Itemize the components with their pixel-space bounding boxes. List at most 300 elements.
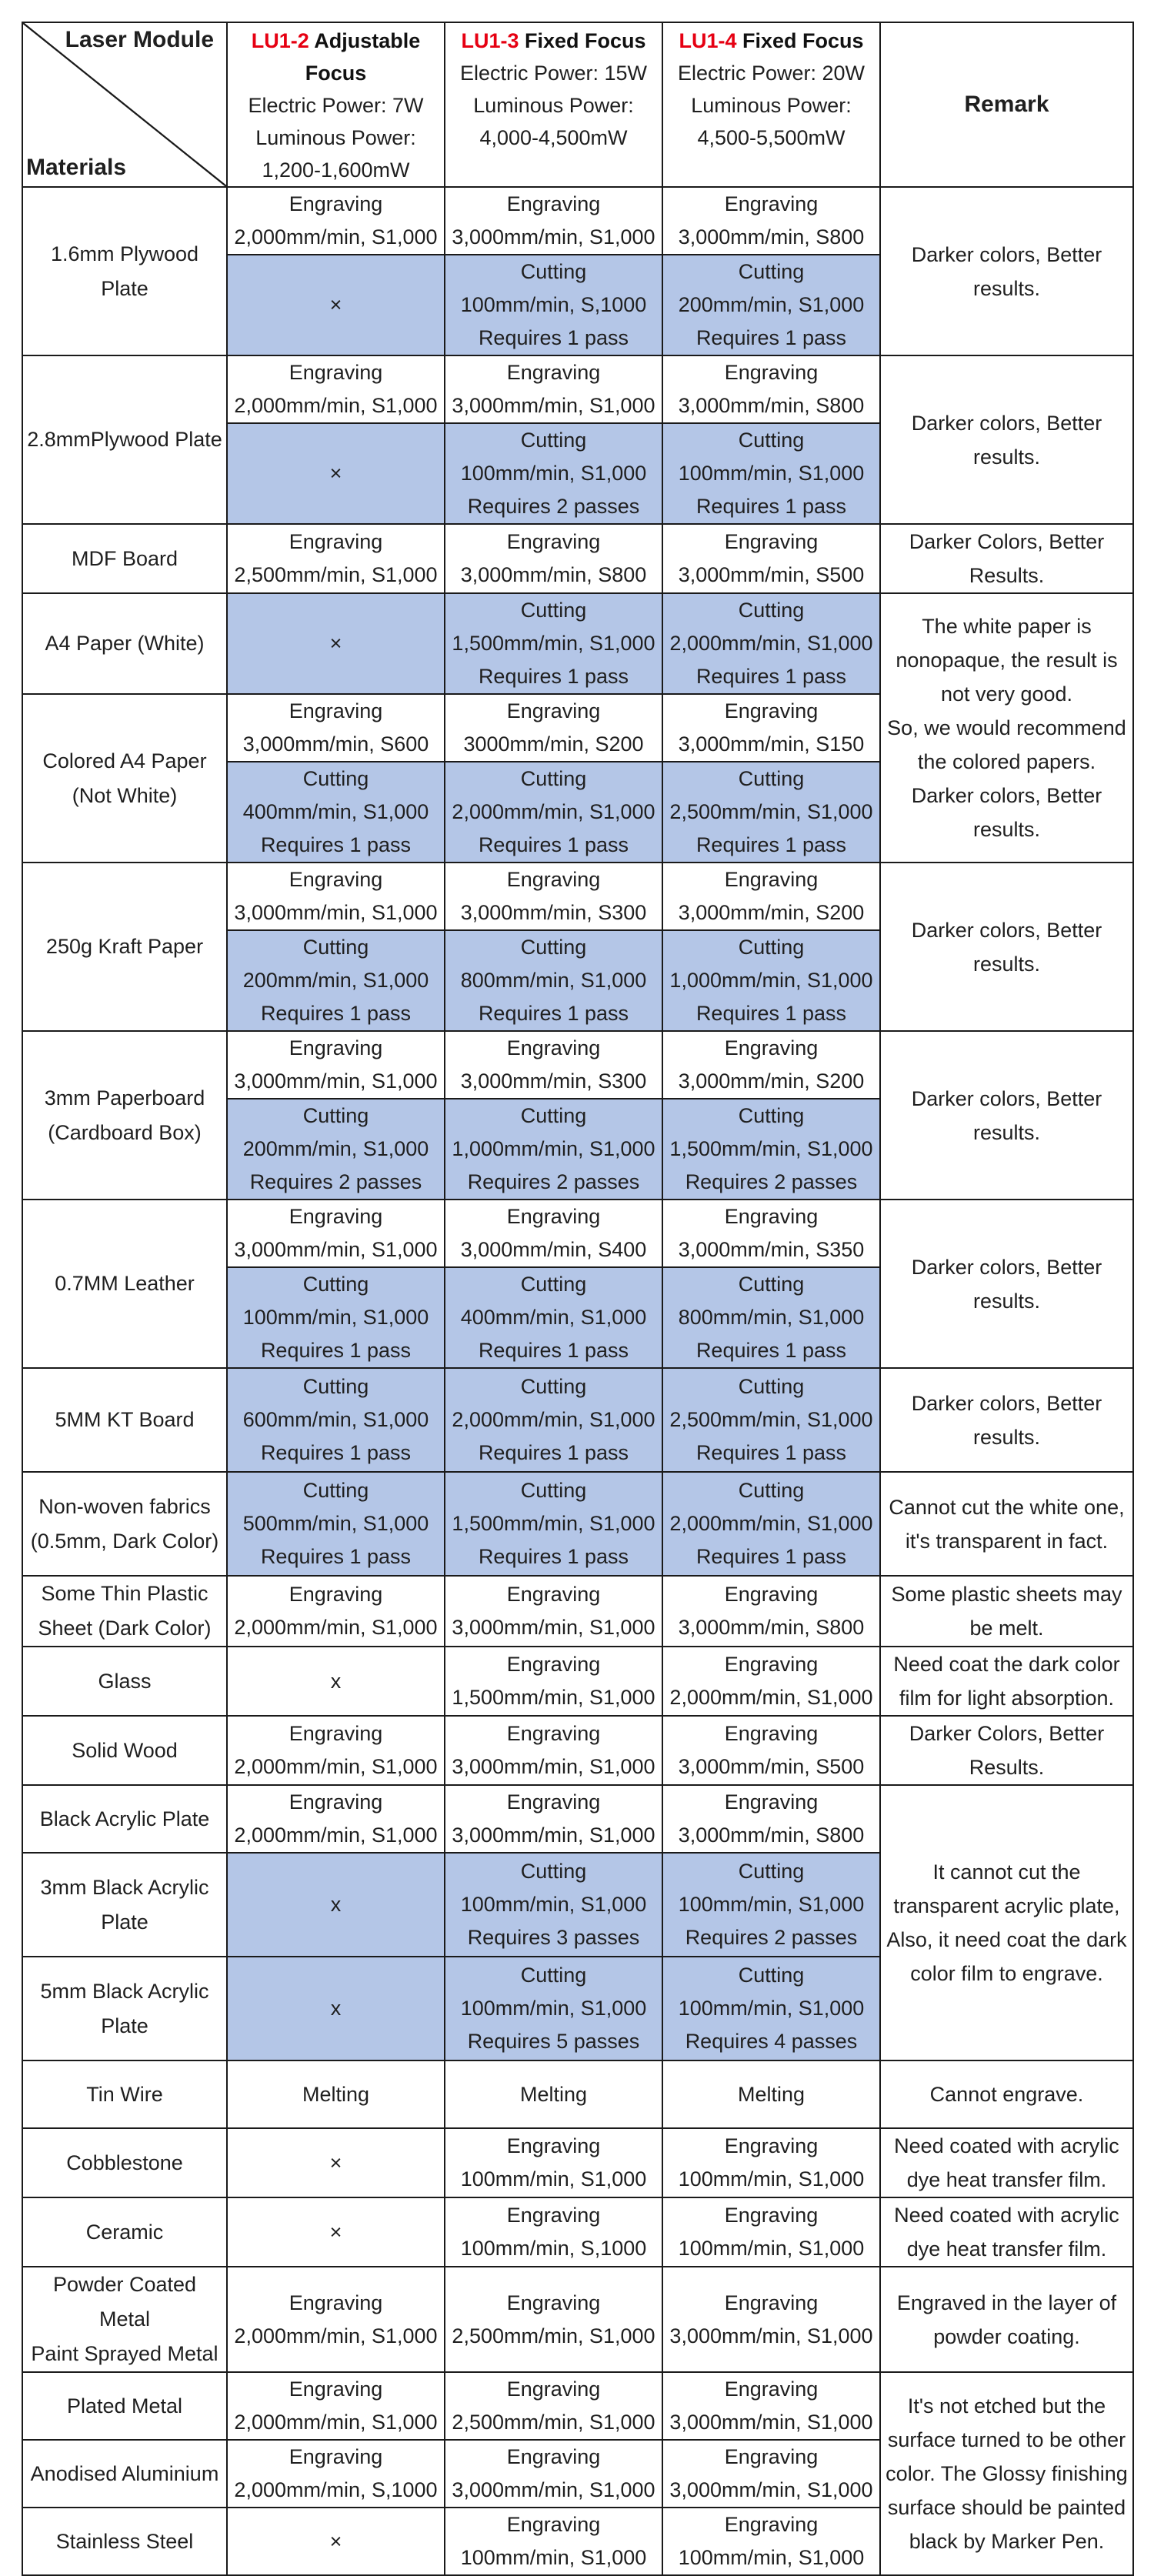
setting-cell-lu1-4 [662, 355, 880, 423]
pass-count: Requires 5 passes [467, 2030, 640, 2053]
speed-power-value: 3,000mm/min, S200 [678, 901, 865, 924]
table-row [22, 2060, 1133, 2128]
setting-cell-lu1-4 [662, 1853, 880, 1957]
speed-power-value: 100mm/min, S1,000 [678, 2237, 865, 2260]
table-row [22, 863, 1133, 930]
module-focus: Fixed Focus [519, 29, 646, 52]
setting-cell-lu1-2 [227, 2508, 445, 2575]
pass-count: Requires 3 passes [467, 1926, 640, 1949]
material-name-line: Ceramic [85, 2220, 164, 2244]
material-cell [22, 1368, 227, 1472]
pass-count: Requires 1 pass [695, 833, 847, 856]
pass-count: Requires 1 pass [260, 1339, 412, 1362]
table-row [22, 1368, 1133, 1472]
speed-power-value: 2,500mm/min, S1,000 [234, 563, 438, 586]
remark-cell [880, 524, 1133, 593]
remark-line: results. [972, 1120, 1041, 1144]
setting-cell-lu1-4 [662, 2267, 880, 2372]
material-cell [22, 593, 227, 694]
speed-power-value: 3,000mm/min, S800 [678, 394, 865, 417]
material-name-line: (Cardboard Box) [48, 1120, 202, 1144]
luminous-power-value: 4,000-4,500mW [479, 126, 628, 149]
speed-power-value: 3,000mm/min, S800 [678, 1616, 865, 1639]
pass-count: Requires 2 passes [685, 1170, 858, 1193]
operation-label: Engraving [288, 2291, 383, 2314]
table-row [22, 2197, 1133, 2267]
setting-cell-lu1-3 [445, 1099, 662, 1200]
remark-line: surface should be painted [887, 2496, 1126, 2519]
material-cell [22, 2128, 227, 2197]
setting-cell-lu1-4 [662, 2197, 880, 2267]
operation-label: × [329, 2529, 342, 2553]
remark-header: Remark [964, 92, 1049, 117]
table-row [22, 1647, 1133, 1716]
speed-power-value: 800mm/min, S1,000 [678, 1306, 865, 1329]
speed-power-value: 100mm/min, S,1000 [460, 293, 647, 316]
setting-cell-lu1-4 [662, 1647, 880, 1716]
speed-power-value: 2,500mm/min, S1,000 [452, 2411, 655, 2434]
remark-cell [880, 1785, 1133, 2060]
remark-line: Results. [969, 1756, 1045, 1779]
setting-cell-lu1-2 [227, 2197, 445, 2267]
operation-label: Engraving [724, 1790, 819, 1814]
operation-label: Engraving [288, 868, 383, 891]
operation-label: Cutting [738, 1479, 805, 1502]
speed-power-value: 2,000mm/min, S1,000 [234, 2411, 438, 2434]
operation-label: Engraving [506, 699, 601, 722]
remark-cell [880, 1200, 1133, 1368]
remark-cell [880, 1576, 1133, 1647]
luminous-power-value: 1,200-1,600mW [262, 158, 410, 182]
material-name-line: Sheet (Dark Color) [38, 1617, 212, 1640]
speed-power-value: 2,500mm/min, S1,000 [669, 1408, 873, 1431]
pass-count: Requires 1 pass [260, 1002, 412, 1025]
setting-cell-lu1-4 [662, 1368, 880, 1472]
operation-label: Engraving [724, 192, 819, 215]
speed-power-value: 3,000mm/min, S150 [678, 732, 865, 756]
pass-count: Requires 1 pass [695, 1002, 847, 1025]
material-cell [22, 1200, 227, 1368]
setting-cell-lu1-2 [227, 1200, 445, 1267]
operation-label: Engraving [506, 1036, 601, 1059]
remark-cell [880, 863, 1133, 1031]
operation-label: Engraving [724, 530, 819, 553]
setting-cell-lu1-3 [445, 762, 662, 863]
speed-power-value: 3000mm/min, S200 [463, 732, 644, 756]
setting-cell-lu1-2 [227, 524, 445, 593]
remark-line: Need coated with acrylic [894, 2134, 1119, 2157]
operation-label: Engraving [724, 2134, 819, 2157]
operation-label: Melting [519, 2082, 588, 2106]
material-cell [22, 355, 227, 524]
remark-line: the colored papers. [917, 750, 1096, 773]
remark-line: powder coating. [933, 2324, 1080, 2348]
remark-line: results. [972, 1289, 1041, 1313]
remark-cell [880, 2128, 1133, 2197]
remark-line: It's not etched but the [907, 2394, 1106, 2418]
speed-power-value: 100mm/min, S1,000 [678, 1997, 865, 2020]
operation-label: Engraving [724, 699, 819, 722]
material-name-line: 3mm Black Acrylic [40, 1875, 209, 1899]
speed-power-value: 3,000mm/min, S1,000 [452, 1755, 655, 1778]
setting-cell-lu1-2 [227, 2372, 445, 2440]
remark-line: results. [972, 276, 1041, 300]
speed-power-value: 3,000mm/min, S1,000 [234, 901, 438, 924]
setting-cell-lu1-2 [227, 2128, 445, 2197]
material-cell [22, 1647, 227, 1716]
remark-line: Engraved in the layer of [896, 2291, 1117, 2314]
setting-cell-lu1-3 [445, 1472, 662, 1576]
setting-cell-lu1-3 [445, 2267, 662, 2372]
operation-label: Engraving [506, 1653, 601, 1676]
operation-label: Engraving [506, 1722, 601, 1745]
operation-label: Engraving [506, 361, 601, 384]
operation-label: × [329, 293, 342, 316]
operation-label: Engraving [288, 1205, 383, 1228]
operation-label: Cutting [302, 1273, 369, 1296]
remark-line: Cannot cut the white one, [889, 1495, 1125, 1519]
speed-power-value: 1,500mm/min, S1,000 [452, 1686, 655, 1709]
speed-power-value: 3,000mm/min, S800 [678, 1824, 865, 1847]
speed-power-value: 1,500mm/min, S1,000 [452, 632, 655, 655]
setting-cell-lu1-4 [662, 1031, 880, 1099]
table-row [22, 2372, 1133, 2440]
operation-label: Cutting [302, 767, 369, 790]
module-name: LU1-2 [251, 29, 309, 52]
operation-label: Cutting [738, 1375, 805, 1398]
remark-cell [880, 1368, 1133, 1472]
operation-label: Cutting [302, 1479, 369, 1502]
operation-label: Cutting [520, 1273, 587, 1296]
remark-line: Darker Colors, Better [909, 1722, 1105, 1745]
speed-power-value: 3,000mm/min, S1,000 [452, 225, 655, 249]
setting-cell-lu1-4 [662, 1957, 880, 2060]
electric-power: Electric Power: 7W [248, 94, 424, 117]
operation-label: Cutting [738, 260, 805, 283]
operation-label: × [329, 2151, 342, 2174]
setting-cell-lu1-2 [227, 255, 445, 355]
remark-cell [880, 2372, 1133, 2575]
pass-count: Requires 1 pass [478, 833, 629, 856]
material-cell [22, 1853, 227, 1957]
table-row [22, 2128, 1133, 2197]
operation-label: × [329, 2220, 342, 2244]
material-name-line: Tin Wire [86, 2082, 163, 2106]
pass-count: Requires 2 passes [467, 495, 640, 518]
remark-line: results. [972, 818, 1041, 841]
material-name-line: Some Thin Plastic [41, 1582, 208, 1605]
setting-cell-lu1-3 [445, 2372, 662, 2440]
module-header-lu1-3 [445, 22, 662, 187]
setting-cell-lu1-2 [227, 1957, 445, 2060]
remark-cell [880, 355, 1133, 524]
speed-power-value: 2,000mm/min, S1,000 [234, 1616, 438, 1639]
pass-count: Requires 2 passes [467, 1170, 640, 1193]
pass-count: Requires 2 passes [249, 1170, 422, 1193]
setting-cell-lu1-2 [227, 694, 445, 762]
setting-cell-lu1-3 [445, 1957, 662, 2060]
speed-power-value: 100mm/min, S1,000 [460, 2167, 647, 2191]
setting-cell-lu1-4 [662, 1785, 880, 1853]
setting-cell-lu1-3 [445, 863, 662, 930]
operation-label: Cutting [520, 767, 587, 790]
speed-power-value: 3,000mm/min, S350 [678, 1238, 865, 1261]
speed-power-value: 100mm/min, S1,000 [678, 2546, 865, 2569]
operation-label: Cutting [520, 1479, 587, 1502]
material-name-line: 5MM KT Board [55, 1408, 195, 1431]
speed-power-value: 2,000mm/min, S1,000 [234, 225, 438, 249]
speed-power-value: 3,000mm/min, S800 [678, 225, 865, 249]
remark-line: It cannot cut the [932, 1860, 1081, 1884]
material-cell [22, 1472, 227, 1576]
setting-cell-lu1-4 [662, 2440, 880, 2508]
material-name-line: Plate [101, 1910, 148, 1934]
setting-cell-lu1-4 [662, 423, 880, 524]
operation-label: Cutting [520, 936, 587, 959]
setting-cell-lu1-3 [445, 2128, 662, 2197]
operation-label: Cutting [738, 429, 805, 452]
speed-power-value: 3,000mm/min, S1,000 [452, 1824, 655, 1847]
setting-cell-lu1-3 [445, 694, 662, 762]
speed-power-value: 2,000mm/min, S1,000 [452, 800, 655, 823]
setting-cell-lu1-2 [227, 355, 445, 423]
material-name-line: Black Acrylic Plate [39, 1807, 210, 1830]
remark-cell [880, 2197, 1133, 2267]
pass-count: Requires 1 pass [695, 665, 847, 688]
remark-cell [880, 1647, 1133, 1716]
remark-line: black by Marker Pen. [909, 2530, 1105, 2553]
remark-line: Darker colors, Better [911, 1086, 1102, 1110]
table-row [22, 593, 1133, 694]
speed-power-value: 1,000mm/min, S1,000 [452, 1137, 655, 1160]
setting-cell-lu1-3 [445, 2197, 662, 2267]
operation-label: Cutting [520, 599, 587, 622]
operation-label: Engraving [288, 699, 383, 722]
material-name-line: A4 Paper (White) [45, 632, 205, 655]
operation-label: Engraving [288, 1790, 383, 1814]
setting-cell-lu1-3 [445, 423, 662, 524]
remark-line: transparent acrylic plate, [893, 1894, 1120, 1917]
setting-cell-lu1-4 [662, 1200, 880, 1267]
pass-count: Requires 1 pass [260, 1441, 412, 1464]
speed-power-value: 3,000mm/min, S500 [678, 1755, 865, 1778]
remark-line: color film to engrave. [910, 1962, 1103, 1985]
setting-cell-lu1-2 [227, 1853, 445, 1957]
remark-line: nonopaque, the result is [896, 649, 1118, 672]
remark-line: So, we would recommend [887, 716, 1126, 739]
remark-line: Darker Colors, Better [909, 530, 1105, 553]
operation-label: Engraving [288, 2445, 383, 2468]
remark-line: color. The Glossy finishing [886, 2462, 1128, 2485]
material-name-line: MDF Board [71, 546, 178, 570]
material-cell [22, 524, 227, 593]
speed-power-value: 200mm/min, S1,000 [678, 293, 865, 316]
setting-cell-lu1-4 [662, 1716, 880, 1785]
remark-line: Cannot engrave. [929, 2083, 1084, 2106]
setting-cell-lu1-2 [227, 423, 445, 524]
setting-cell-lu1-2 [227, 2267, 445, 2372]
operation-label: Engraving [724, 1722, 819, 1745]
table-row [22, 1576, 1133, 1647]
remark-line: results. [972, 952, 1041, 976]
speed-power-value: 800mm/min, S1,000 [460, 969, 647, 992]
setting-cell-lu1-3 [445, 930, 662, 1031]
remark-line: Need coated with acrylic [894, 2204, 1119, 2227]
pass-count: Requires 1 pass [695, 1545, 847, 1568]
speed-power-value: 100mm/min, S1,000 [242, 1306, 429, 1329]
operation-label: x [330, 1893, 342, 1916]
operation-label: Melting [302, 2082, 370, 2106]
material-cell [22, 2372, 227, 2440]
speed-power-value: 3,000mm/min, S1,000 [669, 2324, 873, 2347]
setting-cell-lu1-2 [227, 1785, 445, 1853]
setting-cell-lu1-4 [662, 1099, 880, 1200]
module-header-lu1-4 [662, 22, 880, 187]
material-name-line: Non-woven fabrics [38, 1494, 211, 1518]
module-name: LU1-4 [679, 29, 737, 52]
remark-line: results. [972, 1425, 1041, 1449]
setting-cell-lu1-4 [662, 863, 880, 930]
speed-power-value: 3,000mm/min, S300 [460, 1069, 647, 1093]
material-cell [22, 2267, 227, 2372]
speed-power-value: 2,000mm/min, S1,000 [452, 1408, 655, 1431]
luminous-power-label: Luminous Power: [473, 94, 634, 117]
material-name-line: 0.7MM Leather [55, 1272, 195, 1295]
operation-label: Engraving [724, 2204, 819, 2227]
pass-count: Requires 1 pass [695, 326, 847, 349]
operation-label: Engraving [506, 2513, 601, 2536]
setting-cell-lu1-4 [662, 930, 880, 1031]
operation-label: Engraving [288, 1583, 383, 1606]
operation-label: Engraving [724, 2377, 819, 2401]
setting-cell-lu1-2 [227, 1576, 445, 1647]
material-name-line: Cobblestone [66, 2151, 183, 2174]
speed-power-value: 100mm/min, S,1000 [460, 2237, 647, 2260]
table-row [22, 1785, 1133, 1853]
remark-cell [880, 187, 1133, 355]
pass-count: Requires 1 pass [478, 1545, 629, 1568]
remark-cell [880, 1472, 1133, 1576]
setting-cell-lu1-4 [662, 694, 880, 762]
material-cell [22, 1957, 227, 2060]
pass-count: Requires 1 pass [695, 495, 847, 518]
material-cell [22, 1785, 227, 1853]
operation-label: Engraving [506, 530, 601, 553]
operation-label: x [330, 1997, 342, 2020]
speed-power-value: 3,000mm/min, S1,000 [234, 1069, 438, 1093]
operation-label: Engraving [506, 2445, 601, 2468]
luminous-power-label: Luminous Power: [255, 126, 416, 149]
material-cell [22, 1576, 227, 1647]
speed-power-value: 2,000mm/min, S1,000 [234, 394, 438, 417]
material-name-line: 3mm Paperboard [44, 1086, 205, 1109]
speed-power-value: 2,000mm/min, S1,000 [669, 1686, 873, 1709]
setting-cell-lu1-2 [227, 1099, 445, 1200]
table-row [22, 524, 1133, 593]
operation-label: Melting [737, 2082, 805, 2106]
material-name-line: 250g Kraft Paper [45, 935, 204, 958]
remark-line: Darker colors, Better [911, 242, 1102, 266]
material-name-line: Solid Wood [72, 1738, 178, 1762]
material-cell [22, 2508, 227, 2575]
speed-power-value: 100mm/min, S1,000 [460, 462, 647, 485]
speed-power-value: 3,000mm/min, S1,000 [452, 2478, 655, 2501]
materials-label: Materials [26, 155, 127, 180]
luminous-power-label: Luminous Power: [691, 94, 852, 117]
remark-line: Darker colors, Better [911, 1391, 1102, 1415]
table-row [22, 1716, 1133, 1785]
pass-count: Requires 1 pass [695, 1441, 847, 1464]
pass-count: Requires 4 passes [685, 2030, 858, 2053]
module-focus: Fixed Focus [736, 29, 864, 52]
speed-power-value: 3,000mm/min, S300 [460, 901, 647, 924]
material-name-line: 1.6mm Plywood Plate [50, 242, 199, 300]
operation-label: Engraving [288, 192, 383, 215]
setting-cell-lu1-2 [227, 1472, 445, 1576]
setting-cell-lu1-4 [662, 2508, 880, 2575]
speed-power-value: 200mm/min, S1,000 [242, 969, 429, 992]
operation-label: Cutting [520, 1860, 587, 1883]
setting-cell-lu1-4 [662, 2060, 880, 2128]
setting-cell-lu1-4 [662, 1576, 880, 1647]
setting-cell-lu1-3 [445, 1647, 662, 1716]
speed-power-value: 2,500mm/min, S1,000 [452, 2324, 655, 2347]
pass-count: Requires 1 pass [260, 1545, 412, 1568]
speed-power-value: 500mm/min, S1,000 [242, 1512, 429, 1535]
remark-line: Darker colors, Better [911, 784, 1102, 807]
operation-label: Cutting [738, 1104, 805, 1127]
operation-label: Engraving [506, 192, 601, 215]
operation-label: Engraving [724, 868, 819, 891]
material-cell [22, 187, 227, 355]
speed-power-value: 1,500mm/min, S1,000 [669, 1137, 873, 1160]
operation-label: Cutting [738, 1273, 805, 1296]
material-cell [22, 1716, 227, 1785]
setting-cell-lu1-2 [227, 1368, 445, 1472]
operation-label: Engraving [724, 2513, 819, 2536]
setting-cell-lu1-3 [445, 355, 662, 423]
operation-label: Cutting [302, 1104, 369, 1127]
operation-label: × [329, 462, 342, 485]
operation-label: Engraving [724, 2291, 819, 2314]
table-row [22, 187, 1133, 255]
remark-line: Darker colors, Better [911, 1255, 1102, 1279]
laser-module-label: Laser Module [65, 27, 214, 52]
speed-power-value: 3,000mm/min, S1,000 [669, 2478, 873, 2501]
table-row [22, 2267, 1133, 2372]
speed-power-value: 2,000mm/min, S1,000 [234, 2324, 438, 2347]
operation-label: Engraving [724, 1583, 819, 1606]
speed-power-value: 2,000mm/min, S1,000 [234, 1824, 438, 1847]
speed-power-value: 100mm/min, S1,000 [678, 2167, 865, 2191]
pass-count: Requires 1 pass [478, 1339, 629, 1362]
setting-cell-lu1-4 [662, 187, 880, 255]
speed-power-value: 3,000mm/min, S1,000 [452, 1616, 655, 1639]
operation-label: Cutting [520, 1375, 587, 1398]
material-name-line: Plate [101, 2014, 148, 2037]
pass-count: Requires 1 pass [695, 1339, 847, 1362]
operation-label: Engraving [288, 2377, 383, 2401]
speed-power-value: 3,000mm/min, S500 [678, 563, 865, 586]
operation-label: Engraving [724, 361, 819, 384]
setting-cell-lu1-4 [662, 593, 880, 694]
material-cell [22, 694, 227, 863]
module-header-lu1-2 [227, 22, 445, 187]
setting-cell-lu1-3 [445, 1785, 662, 1853]
corner-header-cell [22, 22, 227, 187]
laser-settings-table [22, 22, 1134, 2576]
setting-cell-lu1-2 [227, 1716, 445, 1785]
